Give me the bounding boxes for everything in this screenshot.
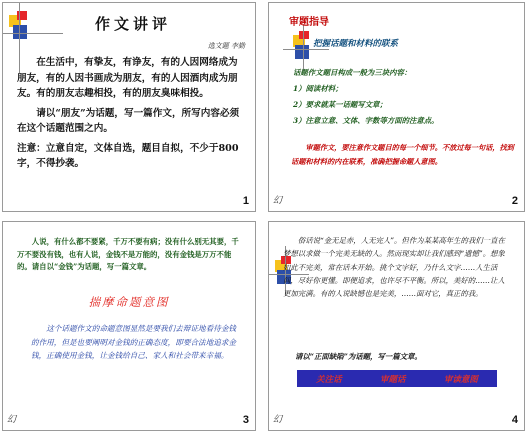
slide-number: 1 (242, 195, 249, 207)
list-item: 1）阅读材料； (293, 84, 343, 93)
slide-body: 俗话说“金无足赤，人无完人”。但作为某某高年生的我们一直在梦想以求做一个完美无缺的人。然而现实却让我们感到“遗憾”。想象如此不完美，常在话本开始。挑个文字好，乃什么文字……人生活间，尽好你更懂。即便追求，也许尽不平衡。所以，美好的……让人更加完满。有的人说缺憾也是完美，……面对它，真正的我。 (283, 236, 505, 299)
slide-2[interactable] (268, 2, 525, 212)
slide-analysis-text: 这个话题作文的命题意图显然是要我们去辩证地看待金钱的作用，但是也要阐明对金钱的正确态度，即要合法地追求金钱，正确使用金钱，让金钱给自己、家人和社会带来幸福。 (31, 324, 237, 360)
paragraph: 请以“朋友”为话题，写一篇作文，所写内容必须在这个话题范围之内。 (17, 107, 240, 134)
slide-1[interactable] (2, 2, 256, 212)
bar-item[interactable]: 审读意图 (443, 374, 478, 385)
slide-mark: 幻 (273, 195, 283, 205)
slide-mark: 幻 (273, 414, 283, 424)
slide-heading: 审题指导 (289, 17, 329, 28)
slide-title: 作文讲评 (94, 15, 171, 33)
slide-number: 2 (511, 195, 518, 207)
slide-3[interactable] (2, 221, 256, 431)
slide-prompt-text: 请以“正面缺陷”为话题，写一篇文章。 (295, 352, 422, 361)
slide-heading: 揣摩命题意图 (88, 295, 170, 309)
slide-list (293, 65, 513, 129)
slide-4[interactable] (268, 221, 525, 431)
slide-author: 选文题 李勤 (207, 42, 245, 50)
list-item: 2）要求就某一话题写文章； (293, 100, 387, 109)
action-bar (297, 370, 497, 387)
slide-number: 3 (242, 414, 249, 426)
slide-number: 4 (511, 414, 518, 426)
slide-note: 注意：立意自定，文体自选，题目自拟，不少于800字，不得抄袭。 (17, 142, 239, 169)
slide-body (17, 55, 241, 176)
slide-mark: 幻 (7, 414, 17, 424)
bar-item[interactable]: 关注话 (316, 374, 342, 385)
slide-emphasis-text: 审题作文，要注意作文题目的每一个细节。不放过每一句话，找到话题和材料的内在联系，准确把握命题人意图。 (291, 143, 514, 166)
slide-prompt-text: 人说，有什么都不要紧，千万不要有病；没有什么别无其要，千万不要没有钱，也有人说，金钱不是万能的，没有金钱是万万不能的。请自以“金钱”为话题，写一篇文章。 (17, 237, 239, 271)
list-item: 3）注意立意、文体、字数等方面的注意点。 (293, 116, 439, 125)
slide-subheading: 把握话题和材料的联系 (313, 39, 399, 49)
paragraph: 在生活中，有挚友，有诤友，有的人因网络成为朋友，有的人因书画成为朋友，有的人因酒肉成为朋友。有的朋友志趣相投，有的朋友臭味相投。 (17, 57, 238, 99)
bar-item[interactable]: 审题话 (379, 374, 406, 385)
list-intro: 话题作文题目构成一般为三块内容： (293, 68, 412, 77)
